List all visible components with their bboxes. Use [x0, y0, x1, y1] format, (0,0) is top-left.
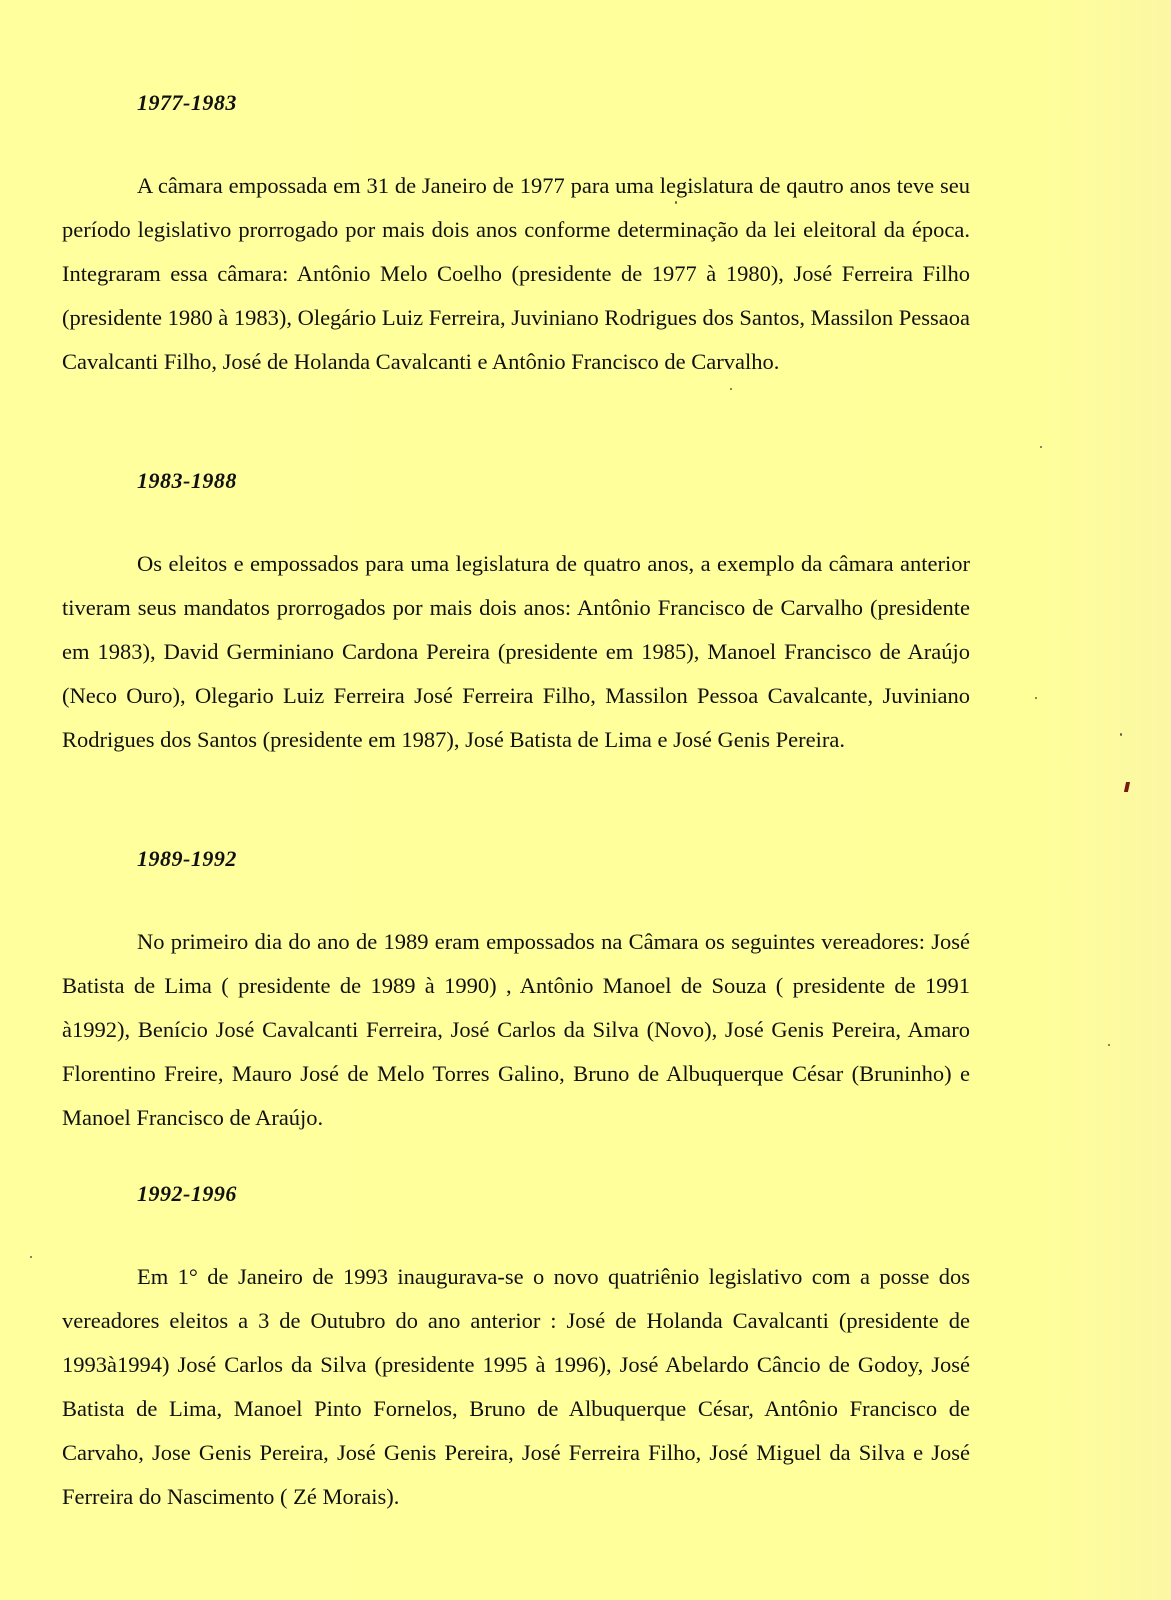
section-title: 1989-1992 [137, 846, 237, 871]
section-title: 1992-1996 [137, 1181, 237, 1206]
scan-speck [730, 388, 732, 390]
section-paragraph: No primeiro dia do ano de 1989 eram empossados na Câmara os seguintes vereadores: José Batista de Lima ( presidente de 1989 à 1990) , Antônio Manoel de Souza ( presidente de 1991 à1992), Benício José Cavalcanti Ferreira, José Carlos da Silva (Novo), José Genis Pereira, Amaro Florentino Freire, Mauro José de Melo Torres Galino, Bruno de Albuquerque César (Bruninho) e Manoel Francisco de Araújo. [62, 929, 970, 1130]
section-1983-1988 [62, 466, 970, 762]
section-title: 1977-1983 [137, 90, 237, 115]
section-paragraph: Em 1° de Janeiro de 1993 inaugurava-se o novo quatriênio legislativo com a posse dos vereadores eleitos a 3 de Outubro do ano anterior : José de Holanda Cavalcanti (presidente de 1993à1994) José Carlos da Silva (presidente 1995 à 1996), José Abelardo Câncio de Godoy, José Batista de Lima, Manoel Pinto Fornelos, Bruno de Albuquerque César, Antônio Francisco de Carvaho, Jose Genis Pereira, José Genis Pereira, José Ferreira Filho, José Miguel da Silva e José Ferreira do Nascimento ( Zé Morais). [62, 1264, 970, 1509]
section-1977-1983 [62, 88, 970, 384]
scan-speck [1120, 733, 1122, 736]
scan-speck [675, 201, 677, 204]
section-title: 1983-1988 [137, 468, 237, 493]
section-paragraph: A câmara empossada em 31 de Janeiro de 1977 para uma legislatura de qautro anos teve seu período legislativo prorrogado por mais dois anos conforme determinação da lei eleitoral da época. Integraram essa câmara: Antônio Melo Coelho (presidente de 1977 à 1980), José Ferreira Filho (presidente 1980 à 1983), Olegário Luiz Ferreira, Juviniano Rodrigues dos Santos, Massilon Pessaoa Cavalcanti Filho, José de Holanda Cavalcanti e Antônio Francisco de Carvalho. [62, 173, 970, 374]
scan-speck [30, 1256, 32, 1258]
scan-speck [1035, 697, 1037, 699]
scan-speck [1040, 446, 1042, 448]
section-1992-1996 [62, 1179, 970, 1519]
section-1989-1992 [62, 844, 970, 1140]
section-paragraph: Os eleitos e empossados para uma legislatura de quatro anos, a exemplo da câmara anterior tiveram seus mandatos prorrogados por mais dois anos: Antônio Francisco de Carvalho (presidente em 1983), David Germiniano Cardona Pereira (presidente em 1985), Manoel Francisco de Araújo (Neco Ouro), Olegario Luiz Ferreira José Ferreira Filho, Massilon Pessoa Cavalcante, Juviniano Rodrigues dos Santos (presidente em 1987), José Batista de Lima e José Genis Pereira. [62, 551, 970, 752]
scan-speck [1108, 1044, 1110, 1046]
scan-mark [1124, 782, 1130, 792]
